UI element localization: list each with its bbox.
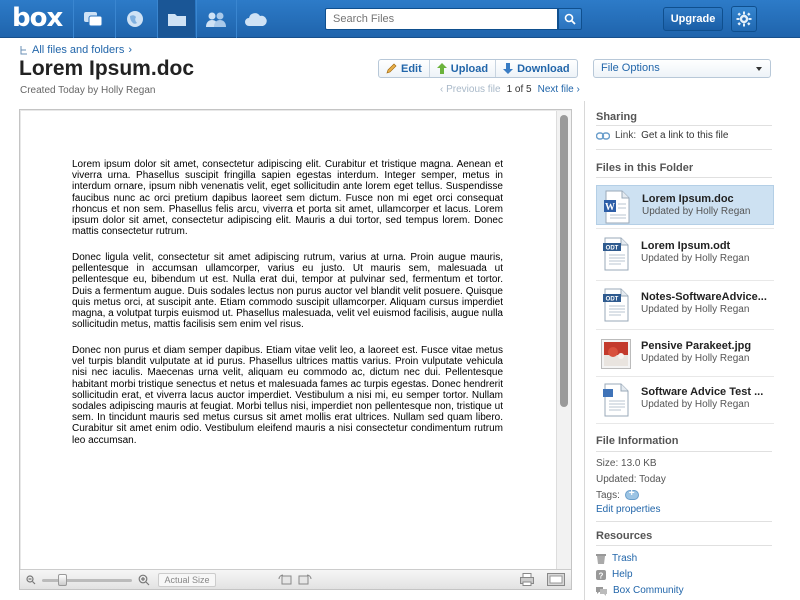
- community-icon: [596, 586, 607, 596]
- document-scrollbar[interactable]: [556, 111, 571, 569]
- help-icon: [596, 570, 606, 580]
- svg-text:W: W: [605, 202, 615, 213]
- nav-cloud-button[interactable]: [236, 0, 274, 38]
- file-updated-by: Updated by Holly Regan: [641, 399, 750, 410]
- box-logo[interactable]: box: [12, 3, 63, 33]
- file-updated-by: Updated by Holly Regan: [641, 253, 750, 264]
- file-name: Software Advice Test ...: [641, 386, 764, 398]
- download-label: Download: [517, 62, 570, 75]
- trash-link[interactable]: Trash: [596, 553, 637, 564]
- top-bar: [0, 0, 800, 38]
- odt-document-icon: [601, 288, 631, 322]
- document-paragraph: Donec non purus et diam semper dapibus. Etiam vitae velit leo, a laoreet est. Fusce vitae metus vel turpis blandit vulputate at id purus. Phasellus ultrices mattis varius. Proin vulputate vehicula nisi nec iaculis. Maecenas urna velit, aliquam eu commodo ac, dictum nec dui. Pellentesque habitant morbi tristique senectus et netus et malesuada fames ac turpis egestas. Donec hendrerit sollicitudin erat, et viverra lacus auctor imperdiet. Vestibulum a nisi mi, eu semper tortor. Nullam sodales adipiscing mauris at feugiat. Morbi tellus nisi, imperdiet non pellentesque non, tristique ut sem. In tincidunt mauris sed metus cursus sit amet mollis erat ultrices. Nullam sed quam libero. Curabitur sit amet enim odio. Vestibulum eleifend mauris a nisi consectetur condimentum rutrum leo accumsan.: [72, 345, 503, 446]
- document-paragraph: Donec ligula velit, consectetur sit amet adipiscing rutrum, varius at urna. Proin augue mauris, pellentesque in accumsan ullamcorper, varius eu justo. Ut mauris sem, malesuada ut pellentesque eu, bibendum ut est. Nulla erat dui, tempor at pulvinar sed, fermentum et tortor. Duis a fermentum augue. Duis sodales lectus non purus auctor vel blandit velit posuere. Quisque quis metus orci, at suscipit ante. Etiam commodo suscipit ullamcorper. Aliquam cursus imperdiet magna, a volutpat turpis euismod ut. Phasellus malesuada, velit vel euismod facilisis, augue nulla sollicitudin metus, mattis facilisis sem enim vel risus.: [72, 252, 503, 331]
- nav-files-button[interactable]: [157, 0, 195, 38]
- divider: [596, 451, 772, 452]
- breadcrumb-all-files-link[interactable]: All files and folders: [32, 44, 125, 56]
- resources-heading: Resources: [596, 530, 653, 542]
- edit-properties-link[interactable]: Edit properties: [596, 504, 661, 515]
- scrollbar-thumb[interactable]: [560, 115, 568, 407]
- file-size: Size: 13.0 KB: [596, 458, 657, 469]
- nav-people-button[interactable]: [196, 0, 234, 38]
- divider: [596, 280, 774, 281]
- document-viewer: [19, 109, 572, 590]
- print-icon[interactable]: [520, 573, 534, 586]
- get-link-text[interactable]: Get a link to this file: [641, 130, 729, 141]
- edit-button[interactable]: [379, 60, 430, 77]
- folder-file-item[interactable]: [596, 185, 774, 225]
- upload-button[interactable]: [430, 60, 496, 77]
- download-button[interactable]: [496, 60, 577, 77]
- file-tags: [596, 490, 639, 501]
- rotate-right-icon[interactable]: [298, 573, 312, 585]
- upload-arrow-icon: [437, 63, 447, 74]
- file-updated-by: Updated by Holly Regan: [642, 206, 751, 217]
- file-updated-by: Updated by Holly Regan: [641, 353, 750, 364]
- svg-text:ODT: ODT: [605, 245, 619, 252]
- tags-label: Tags:: [596, 490, 620, 501]
- gear-icon: [736, 11, 752, 27]
- upload-label: Upload: [450, 62, 489, 75]
- sidebar: [584, 101, 800, 600]
- file-options-dropdown[interactable]: [593, 59, 771, 78]
- next-file-link[interactable]: Next file ›: [537, 84, 580, 95]
- share-link-row[interactable]: [596, 130, 728, 141]
- messages-icon: [83, 11, 103, 27]
- divider: [596, 125, 772, 126]
- page-title: Lorem Ipsum.doc: [19, 57, 195, 80]
- file-actions-group: [378, 59, 578, 78]
- trash-icon: [596, 553, 606, 564]
- file-updated-by: Updated by Holly Regan: [641, 304, 750, 315]
- search-input[interactable]: [325, 8, 558, 30]
- file-name: Lorem Ipsum.doc: [642, 193, 734, 205]
- nav-messages-button[interactable]: [73, 0, 111, 38]
- odt-document-icon: [601, 237, 631, 271]
- actual-size-button[interactable]: Actual Size: [158, 573, 216, 587]
- word-document-icon: [601, 383, 631, 417]
- folder-file-item[interactable]: [596, 284, 774, 324]
- file-information-heading: File Information: [596, 435, 679, 447]
- viewer-toolbar: [20, 569, 571, 589]
- folder-file-item[interactable]: [596, 379, 774, 419]
- search-icon: [564, 13, 576, 25]
- cloud-icon: [244, 11, 268, 27]
- folder-icon: [167, 11, 187, 27]
- zoom-in-icon[interactable]: [138, 574, 150, 586]
- search-button[interactable]: [558, 8, 582, 30]
- folder-tree-icon: [20, 46, 28, 55]
- file-pager: [440, 84, 580, 95]
- zoom-slider-track[interactable]: [42, 579, 132, 582]
- word-document-icon: [602, 190, 632, 224]
- box-community-link[interactable]: Box Community: [596, 585, 684, 596]
- divider: [596, 329, 774, 330]
- upgrade-button[interactable]: Upgrade: [663, 7, 723, 31]
- file-updated: Updated: Today: [596, 474, 666, 485]
- svg-text:?: ?: [598, 571, 604, 580]
- settings-button[interactable]: [731, 6, 757, 32]
- breadcrumb-chevron-icon: ›: [128, 44, 132, 56]
- zoom-slider-handle[interactable]: [58, 574, 67, 586]
- help-link[interactable]: ? Help: [596, 569, 633, 580]
- divider: [596, 521, 772, 522]
- add-tag-icon[interactable]: [625, 490, 639, 500]
- file-name: Lorem Ipsum.odt: [641, 240, 731, 252]
- link-label: Link:: [615, 130, 637, 141]
- document-page: [21, 111, 556, 569]
- download-arrow-icon: [503, 63, 513, 74]
- link-icon: [596, 132, 610, 140]
- file-options-label: File Options: [601, 62, 660, 74]
- zoom-out-icon[interactable]: [26, 575, 36, 585]
- svg-text:ODT: ODT: [605, 296, 619, 303]
- previous-file-link[interactable]: ‹ Previous file: [440, 84, 501, 95]
- file-name: Pensive Parakeet.jpg: [641, 340, 752, 352]
- divider: [596, 177, 772, 178]
- folder-file-item[interactable]: [596, 233, 774, 273]
- divider: [596, 376, 774, 377]
- caret-down-icon: [756, 67, 762, 71]
- people-icon: [205, 11, 227, 27]
- divider: [596, 149, 772, 150]
- file-name: Notes-SoftwareAdvice...: [641, 291, 767, 303]
- files-in-folder-heading: Files in this Folder: [596, 162, 694, 174]
- folder-file-item[interactable]: [596, 333, 774, 373]
- divider: [596, 545, 772, 546]
- divider: [596, 423, 774, 424]
- created-by-text: Created Today by Holly Regan: [20, 85, 156, 96]
- breadcrumb: [20, 44, 132, 56]
- nav-explore-button[interactable]: [115, 0, 153, 38]
- pencil-icon: [386, 63, 397, 74]
- edit-label: Edit: [401, 62, 422, 75]
- document-paragraph: Lorem ipsum dolor sit amet, consectetur adipiscing elit. Curabitur et tristique magna. Aenean et viverra urna. Phasellus suscipit fringilla sapien egestas interdum. Integer semper, metus in interdum ornare, ipsum nibh venenatis velit, eget sollicitudin ante lorem eget tellus. Suspendisse faucibus nunc ac orci pretium dapibus laoreet sem dictum. Fusce non mi eget orci consequat rhoncus et non sem. Phasellus felis arcu, viverra et porta sit amet, ullamcorper et lacus. Lorem ipsum dolor sit amet, consectetur adipiscing elit. Mauris a dui tortor, sed tempus lorem. Donec mattis consectetur rutrum.: [72, 159, 503, 238]
- image-thumbnail-icon: [601, 337, 631, 371]
- sharing-heading: Sharing: [596, 111, 637, 123]
- fullscreen-icon[interactable]: [547, 573, 565, 586]
- rotate-left-icon[interactable]: [278, 573, 292, 585]
- globe-icon: [126, 10, 144, 28]
- divider: [596, 228, 774, 229]
- file-position-count: 1 of 5: [506, 84, 532, 95]
